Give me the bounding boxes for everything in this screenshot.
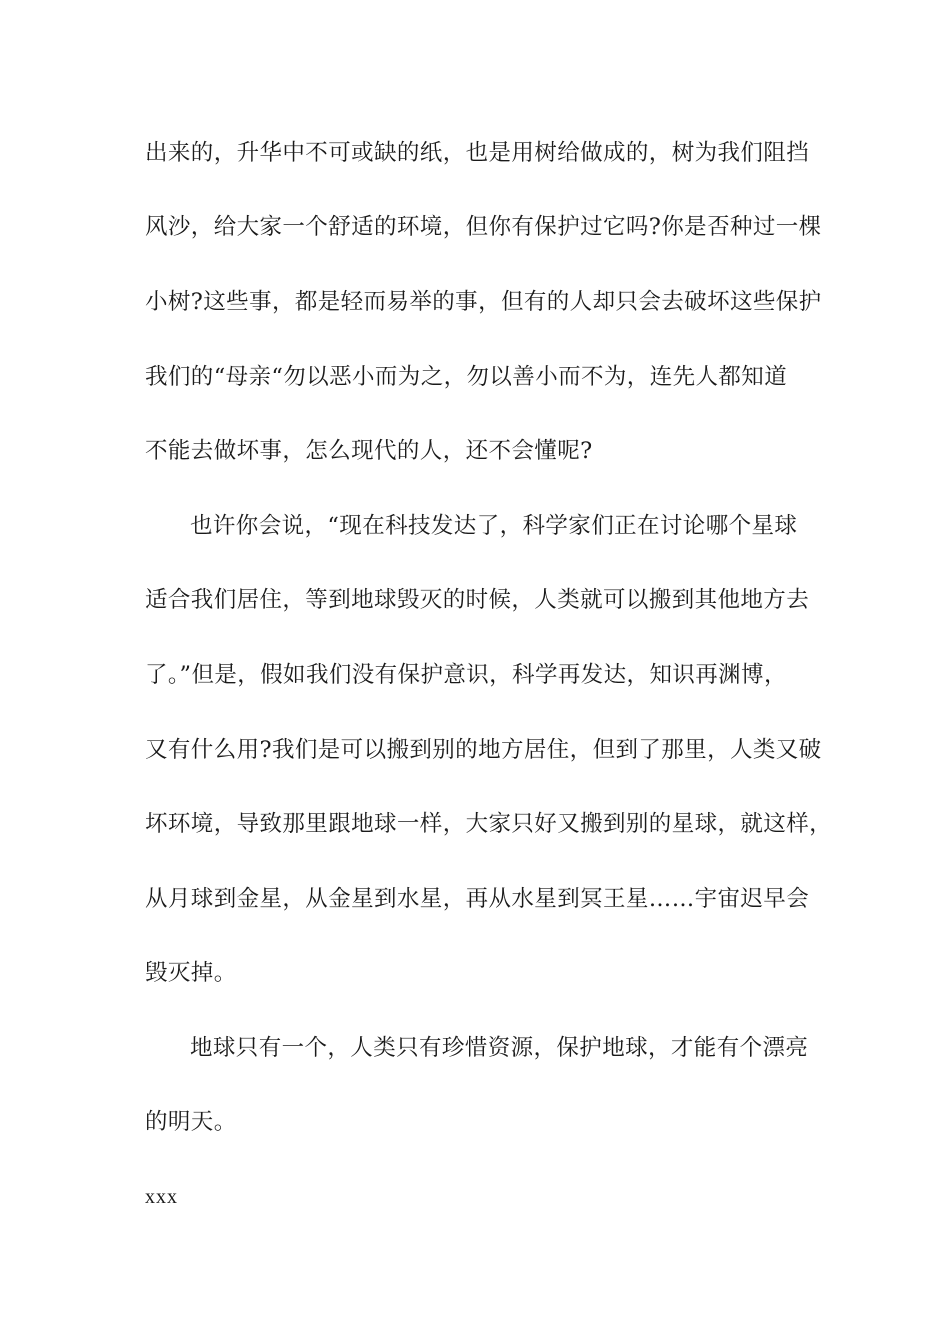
paragraph-2-line-2: 适合我们居住，等到地球毁灭的时候，人类就可以搬到其他地方去 <box>145 587 810 613</box>
paragraph-2-line-5: 坏环境，导致那里跟地球一样，大家只好又搬到别的星球，就这样， <box>145 811 833 837</box>
paragraph-1-line-2: 风沙，给大家一个舒适的环境，但你有保护过它吗?你是否种过一棵 <box>145 214 822 240</box>
paragraph-2-line-6: 从月球到金星，从金星到水星，再从水星到冥王星……宇宙迟早会 <box>145 886 810 912</box>
paragraph-3-line-2: 的明天。 <box>145 1109 237 1135</box>
paragraph-1-line-4: 我们的“母亲“勿以恶小而为之，勿以善小而不为，连先人都知道 <box>145 364 788 390</box>
paragraph-3-line-1: 地球只有一个，人类只有珍惜资源，保护地球，才能有个漂亮 <box>190 1035 809 1061</box>
footer-mark: xxx <box>145 1186 178 1208</box>
paragraph-1-line-3: 小树?这些事，都是轻而易举的事，但有的人却只会去破坏这些保护 <box>145 289 822 315</box>
paragraph-2-line-4: 又有什么用?我们是可以搬到别的地方居住，但到了那里，人类又破 <box>145 737 822 763</box>
paragraph-1-line-1: 出来的，升华中不可或缺的纸，也是用树给做成的，树为我们阻挡 <box>145 140 810 166</box>
paragraph-2-line-1: 也许你会说，“现在科技发达了，科学家们正在讨论哪个星球 <box>190 513 798 539</box>
paragraph-2-line-7: 毁灭掉。 <box>145 960 237 986</box>
paragraph-2-line-3: 了。”但是，假如我们没有保护意识，科学再发达，知识再渊博， <box>145 662 787 688</box>
paragraph-1-line-5: 不能去做坏事，怎么现代的人，还不会懂呢? <box>145 438 593 464</box>
